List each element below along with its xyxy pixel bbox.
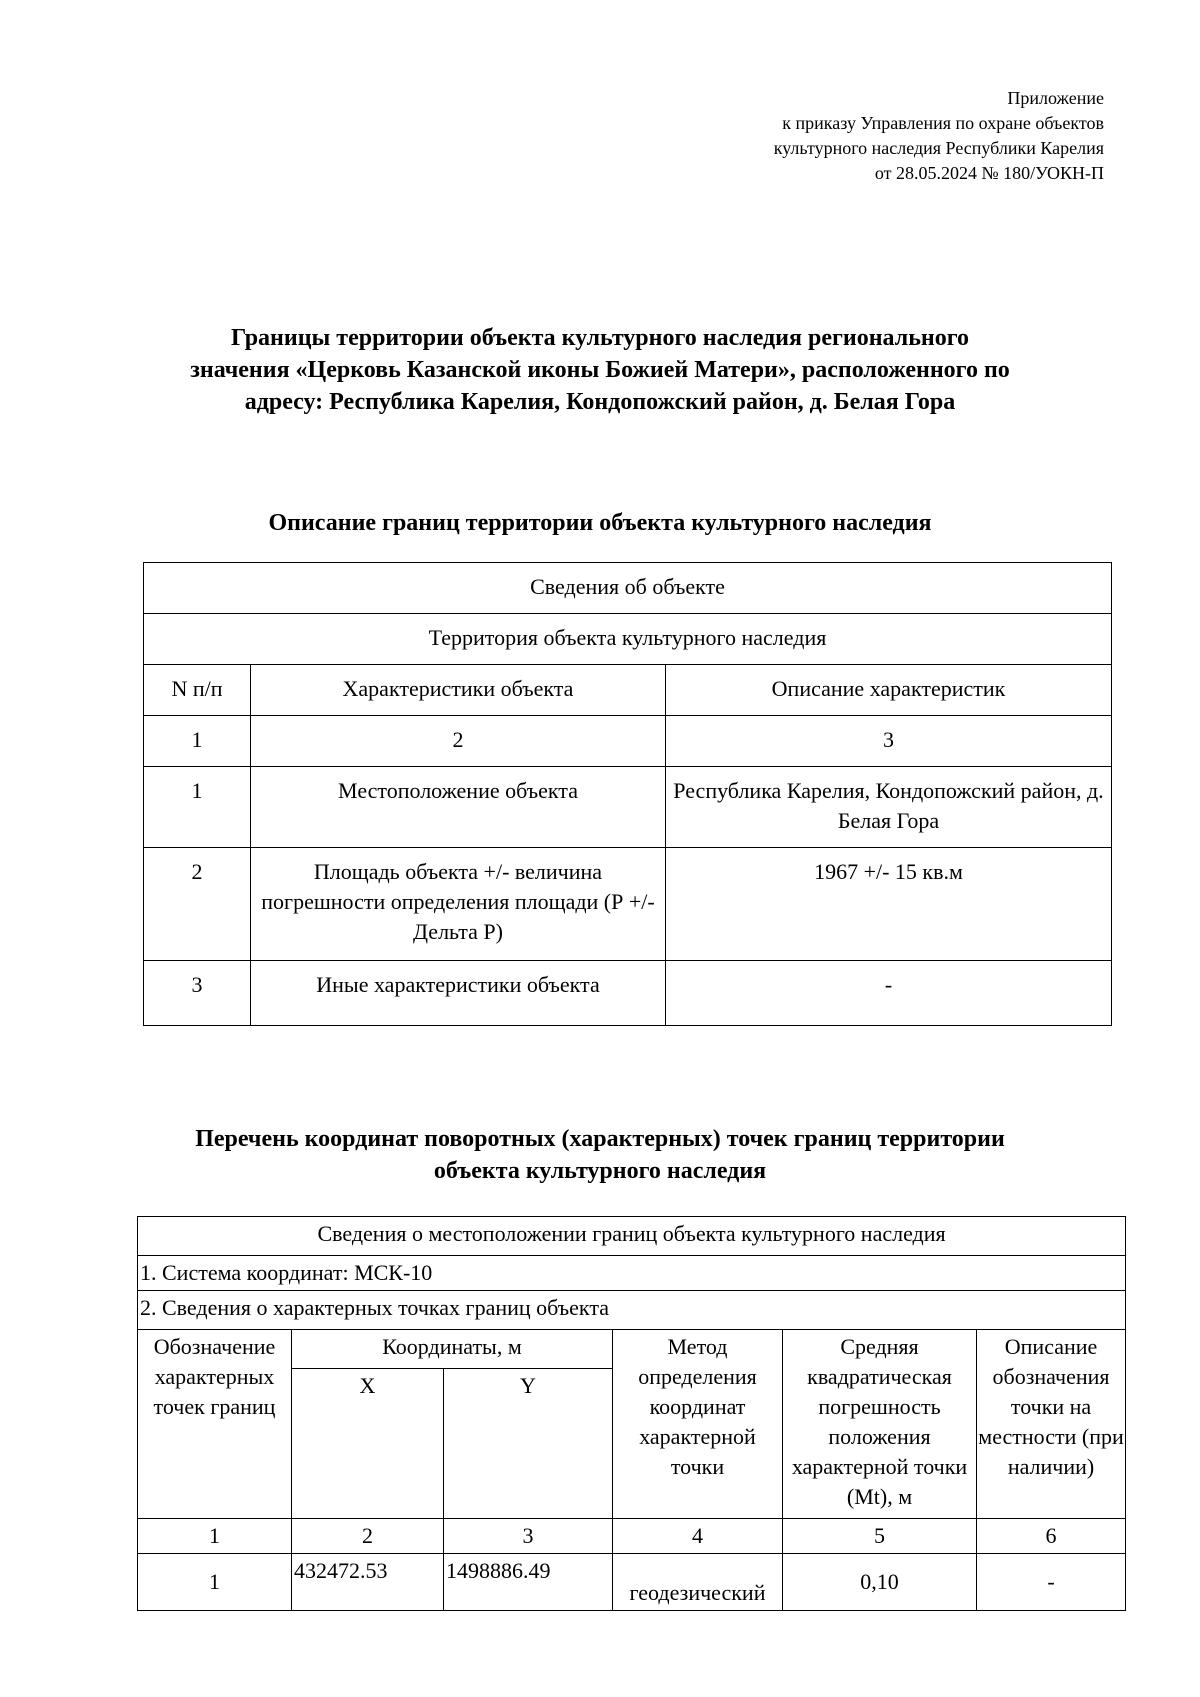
title-line: адресу: Республика Карелия, Кондопожский район, д. Белая Гора	[244, 389, 956, 415]
column-header: Средняя квадратическая погрешность положения характерной точки (Mt), м	[783, 1330, 977, 1519]
appendix-block	[774, 86, 1104, 186]
object-info-table	[143, 562, 1112, 1026]
column-header: Характеристики объекта	[251, 665, 666, 716]
appendix-line: Приложение	[1007, 88, 1104, 108]
point-designation: 1	[138, 1554, 292, 1611]
appendix-line: культурного наследия Республики Карелия	[773, 138, 1104, 158]
table-header: Сведения об объекте	[144, 563, 1112, 614]
row-characteristic: Иные характеристики объекта	[251, 961, 666, 1026]
row-number: 3	[144, 961, 251, 1026]
index-cell: 1	[144, 716, 251, 767]
row-description: 1967 +/- 15 кв.м	[666, 848, 1112, 961]
document-title	[120, 322, 1080, 418]
point-method: геодезический	[613, 1554, 783, 1611]
column-header: Метод определения координат характерной точки	[613, 1330, 783, 1519]
index-cell: 3	[666, 716, 1112, 767]
appendix-line: к приказу Управления по охране объектов	[782, 113, 1104, 133]
row-description: -	[666, 961, 1112, 1026]
index-cell: 4	[613, 1519, 783, 1554]
index-cell: 2	[251, 716, 666, 767]
index-cell: 3	[444, 1519, 613, 1554]
title-line: значения «Церковь Казанской иконы Божией Матери», расположенного по	[190, 357, 1010, 383]
coordinate-system: 1. Система координат: МСК-10	[138, 1256, 1126, 1291]
point-error: 0,10	[783, 1554, 977, 1611]
index-cell: 5	[783, 1519, 977, 1554]
section-title-description: Описание границ территории объекта культурного наследия	[268, 510, 932, 536]
column-header: Y	[444, 1369, 613, 1519]
appendix-line: от 28.05.2024 № 180/УОКН-П	[874, 163, 1104, 183]
title-line: Границы территории объекта культурного наследия регионального	[230, 325, 970, 351]
row-description: Республика Карелия, Кондопожский район, д. Белая Гора	[666, 767, 1112, 848]
index-cell: 2	[292, 1519, 444, 1554]
column-header: Описание характеристик	[666, 665, 1112, 716]
column-header: X	[292, 1369, 444, 1519]
row-number: 2	[144, 848, 251, 961]
row-characteristic: Площадь объекта +/- величина погрешности определения площади (Р +/- Дельта Р)	[251, 848, 666, 961]
point-description: -	[977, 1554, 1126, 1611]
row-number: 1	[144, 767, 251, 848]
table-row	[144, 848, 1112, 961]
index-cell: 6	[977, 1519, 1126, 1554]
table-row	[138, 1554, 1126, 1611]
table-row	[144, 767, 1112, 848]
point-x: 432472.53	[292, 1554, 444, 1611]
table-header: Территория объекта культурного наследия	[144, 614, 1112, 665]
table-header: Сведения о местоположении границ объекта культурного наследия	[138, 1217, 1126, 1256]
section-title-line: объекта культурного наследия	[433, 1158, 767, 1184]
row-characteristic: Местоположение объекта	[251, 767, 666, 848]
section-title-line: Перечень координат поворотных (характерных) точек границ территории	[195, 1126, 1005, 1152]
table-row	[144, 961, 1112, 1026]
section-title-coordinates	[120, 1123, 1080, 1187]
points-caption: 2. Сведения о характерных точках границ объекта	[138, 1291, 1126, 1330]
column-header: Описание обозначения точки на местности (при наличии)	[977, 1330, 1126, 1519]
column-header: Координаты, м	[292, 1330, 613, 1369]
column-header: Обозначение характерных точек границ	[138, 1330, 292, 1519]
index-cell: 1	[138, 1519, 292, 1554]
coordinates-table	[137, 1216, 1126, 1611]
point-y: 1498886.49	[444, 1554, 613, 1611]
column-header: N п/п	[144, 665, 251, 716]
